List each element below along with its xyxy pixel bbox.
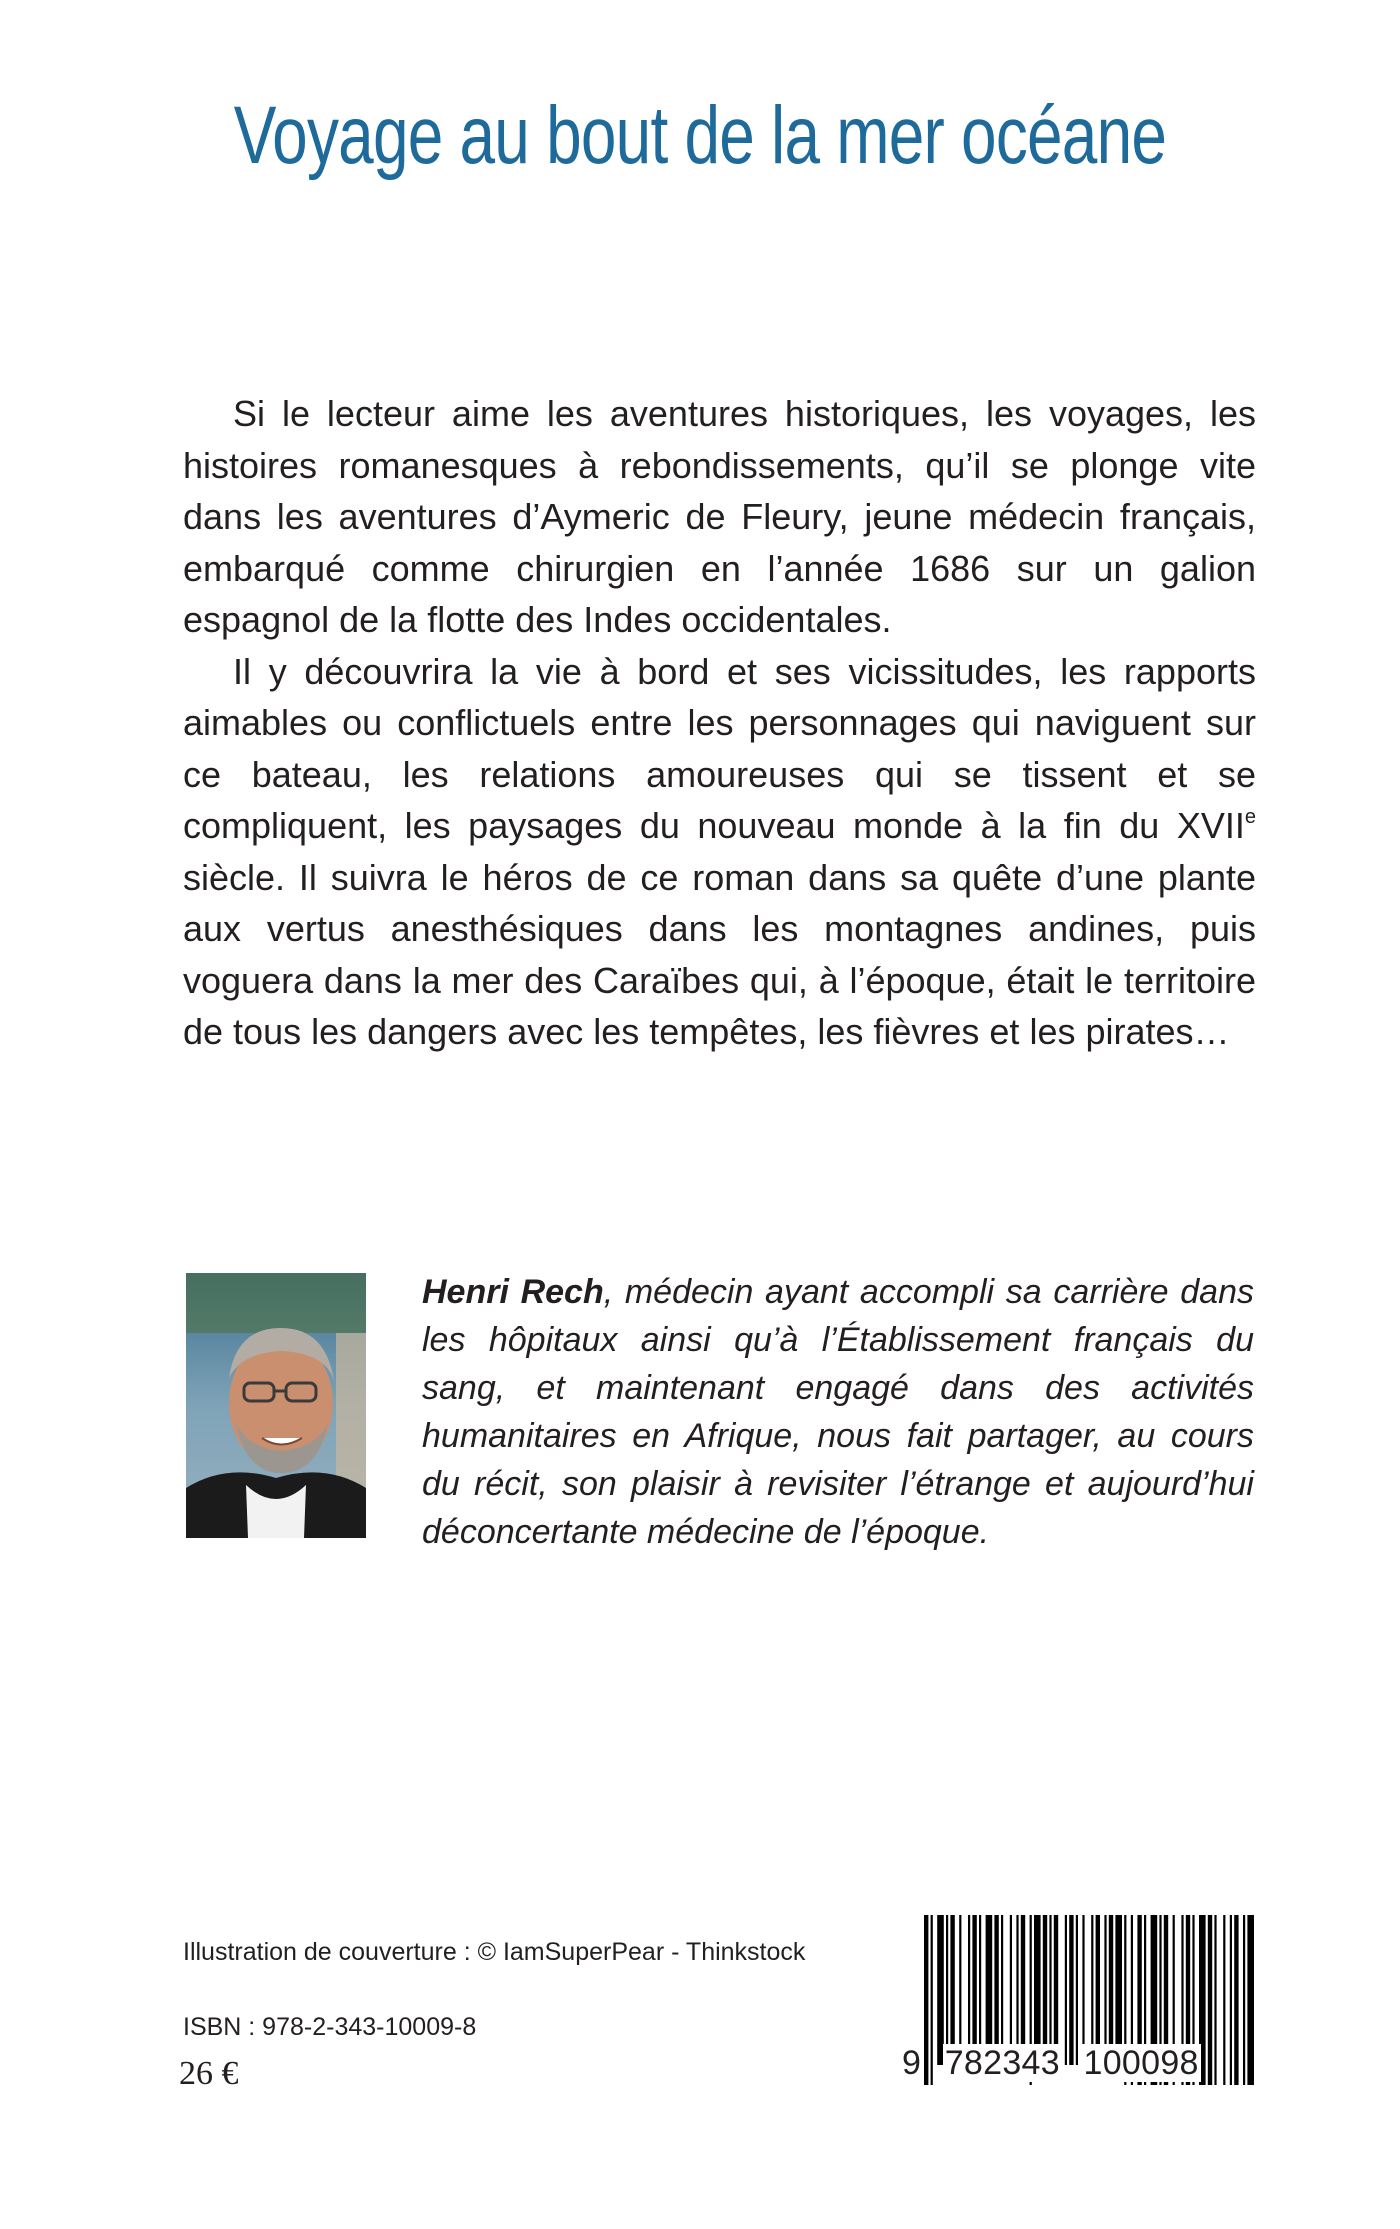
barcode-bar bbox=[1049, 1915, 1051, 2065]
summary-paragraph-2 bbox=[183, 646, 1256, 1058]
barcode-bar bbox=[959, 1915, 961, 2065]
book-title: Voyage au bout de la mer océane bbox=[233, 90, 1167, 181]
barcode-bar bbox=[1001, 1915, 1003, 2065]
barcode-bar bbox=[986, 1915, 993, 2065]
barcode-bar bbox=[1109, 1915, 1113, 2065]
author-bio-text: , médecin ayant accompli sa carrière dans les hôpitaux ainsi qu’à l’Établissement français du sang, et maintenant engagé dans des activités humanitaires en Afrique, nous fait partager, au cours du récit, son plaisir à revisiter l’étrange et aujourd’hui déconcertante médecine de l’époque. bbox=[422, 1273, 1254, 1551]
barcode-bar bbox=[1043, 1915, 1047, 2065]
barcode-bar bbox=[1065, 1915, 1067, 2065]
barcode-bar bbox=[937, 1915, 944, 2065]
barcode-bar bbox=[946, 1915, 948, 2065]
author-portrait-image bbox=[186, 1273, 366, 1538]
barcode-bar bbox=[1091, 1915, 1093, 2065]
barcode-bar bbox=[1034, 1915, 1041, 2065]
barcode-bar bbox=[1076, 1915, 1078, 2065]
barcode-bar bbox=[1010, 1915, 1012, 2065]
barcode-digit-group-2: 100098 bbox=[1083, 2044, 1199, 2082]
author-name: Henri Rech bbox=[422, 1273, 604, 1311]
barcode-digits bbox=[900, 2044, 1260, 2083]
barcode-bar bbox=[994, 1915, 998, 2065]
barcode-bar bbox=[968, 1915, 970, 2065]
barcode-bar bbox=[1054, 1915, 1058, 2065]
illustration-credit: Illustration de couverture : © IamSuperPear - Thinkstock bbox=[183, 1938, 806, 1966]
barcode-bar bbox=[1069, 1915, 1073, 2065]
barcode-bar bbox=[1016, 1915, 1018, 2065]
barcode-bar bbox=[1096, 1915, 1100, 2065]
author-photo bbox=[186, 1273, 366, 1538]
barcode-bar bbox=[1104, 1915, 1106, 2065]
author-bio bbox=[422, 1268, 1254, 1556]
isbn: ISBN : 978-2-343-10009-8 bbox=[183, 2013, 477, 2041]
barcode-bar bbox=[1021, 1915, 1025, 2065]
price: 26 € bbox=[179, 2055, 239, 2092]
barcode-digit-group-1: 782343 bbox=[944, 2044, 1060, 2082]
century-superscript: e bbox=[1244, 806, 1256, 828]
summary-paragraph-2-text-b: siècle. Il suivra le héros de ce roman dans sa quête d’une plante aux vertus anesthésiques dans les montagnes andines, puis voguera dans la mer des Caraïbes qui, à l’époque, était le territoire de tous les dangers avec les tempêtes, les fièvres et les pirates… bbox=[183, 856, 1256, 1052]
barcode-digit-first: 9 bbox=[902, 2044, 922, 2082]
summary-paragraph-1: Si le lecteur aime les aventures historiques, les voyages, les histoires romanesques à rebondissements, qu’il se plonge vite dans les aventures d’Aymeric de Fleury, jeune médecin français, embarqué comme chirurgien en l’année 1686 sur un galion espagnol de la flotte des Indes occidentales. bbox=[183, 393, 1256, 640]
barcode-bar bbox=[972, 1915, 976, 2065]
barcode-bar bbox=[1082, 1915, 1084, 2065]
barcode-bar bbox=[1115, 1915, 1122, 2065]
barcode-bar bbox=[950, 1915, 954, 2065]
summary-paragraph-2-text-a: Il y découvrira la vie à bord et ses vicissitudes, les rapports aimables ou conflictuels entre les personnages qui naviguent sur ce bateau, les relations amoureuses qui se tissent et se compliquent, les paysages du nouveau monde à la fin du XVII bbox=[183, 650, 1256, 846]
barcode-bar bbox=[979, 1915, 981, 2065]
back-cover-summary bbox=[183, 388, 1256, 1058]
